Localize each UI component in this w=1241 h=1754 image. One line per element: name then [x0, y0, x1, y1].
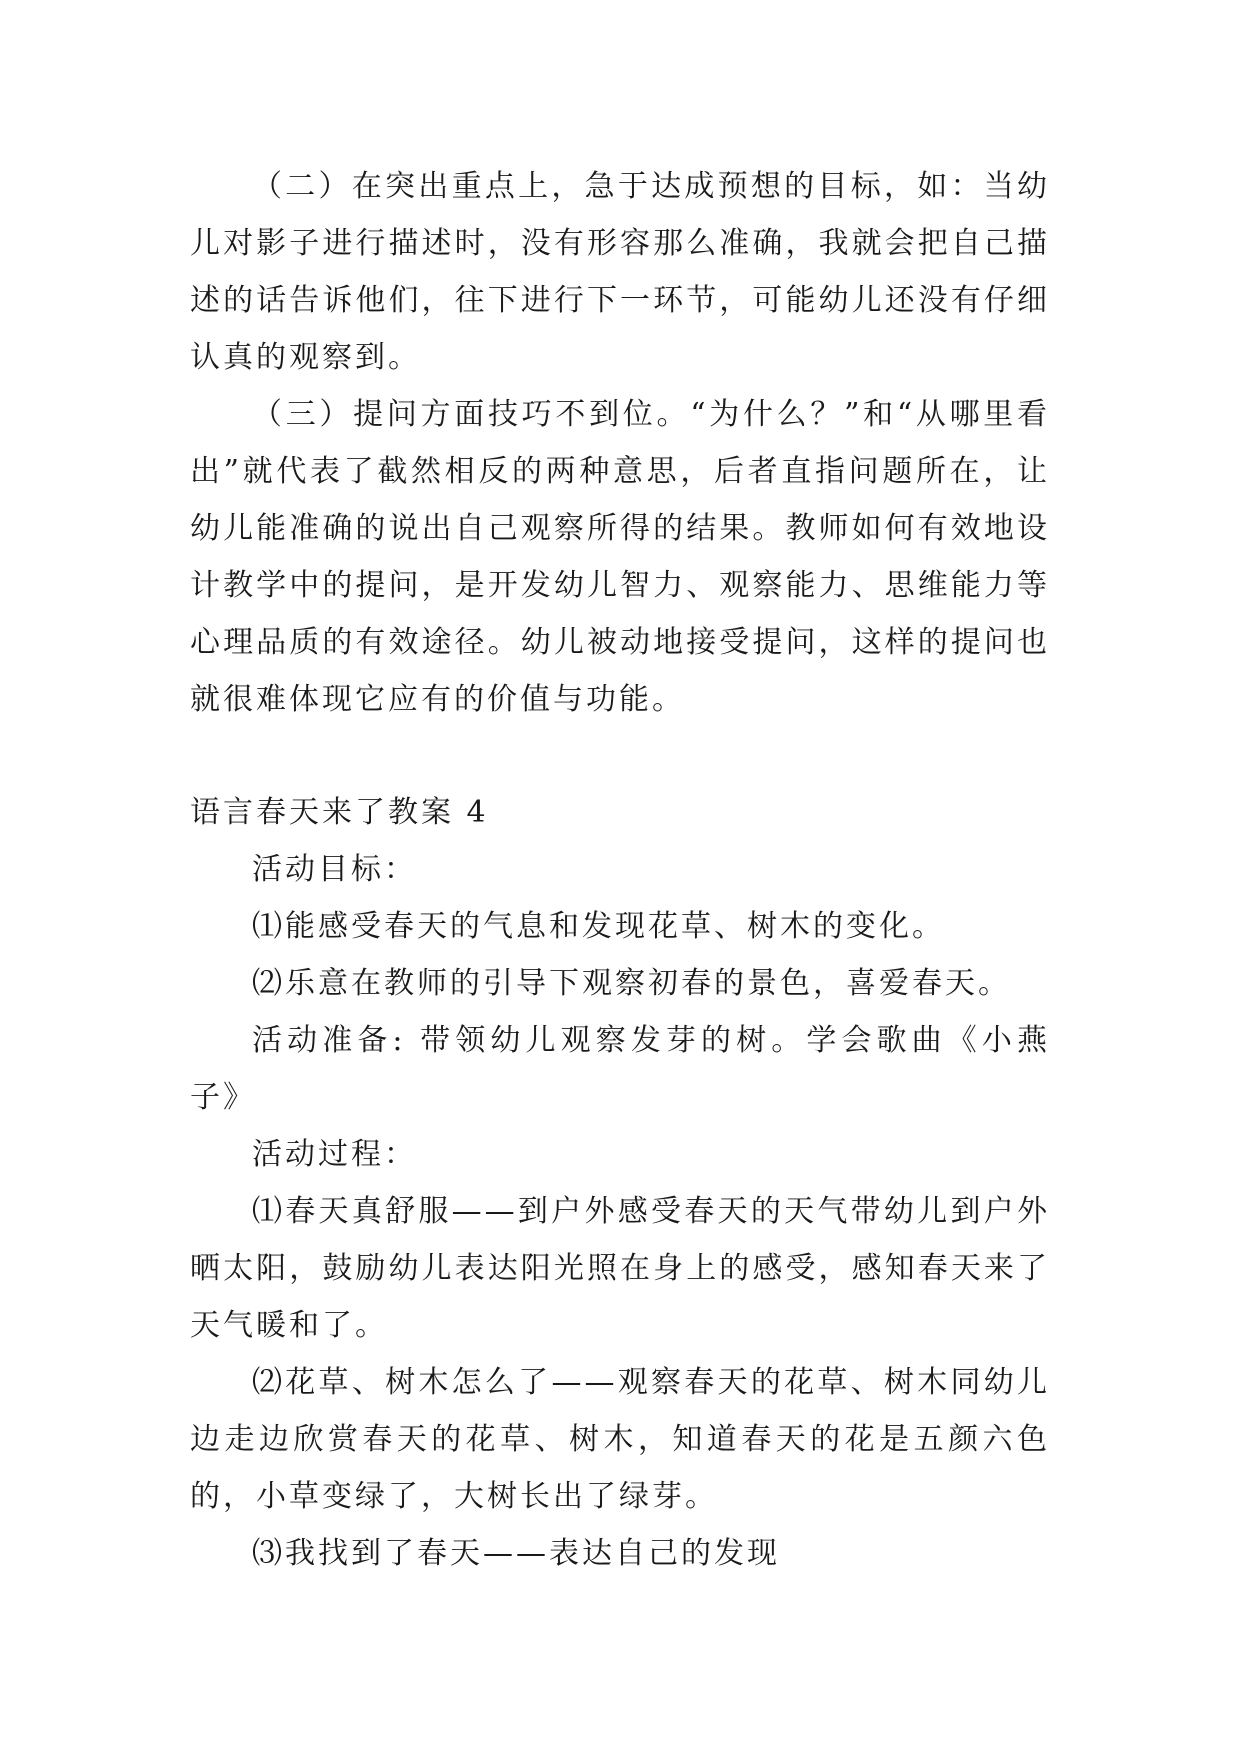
paragraph-point-three: （三）提问方面技巧不到位。“为什么？”和“从哪里看出”就代表了截然相反的两种意思，后者直指问题所在，让幼儿能准确的说出自己观察所得的结果。教师如何有效地设计教学中的提问，是开发幼儿智力、观察能力、思维能力等心理品质的有效途径。幼儿被动地接受提问，这样的提问也就很难体现它应有的价值与功能。 — [190, 397, 1050, 717]
activity-goals-label: 活动目标： — [252, 852, 417, 887]
document-body — [190, 158, 1050, 1582]
process-step: ⑴春天真舒服——到户外感受春天的天气带幼儿到户外晒太阳，鼓励幼儿表达阳光照在身上的感受，感知春天来了天气暖和了。 — [190, 1194, 1050, 1343]
process-step: ⑶我找到了春天——表达自己的发现 — [252, 1536, 780, 1571]
process-step: ⑵花草、树木怎么了——观察春天的花草、树木同幼儿边走边欣赏春天的花草、树木，知道春天的花是五颜六色的，小草变绿了，大树长出了绿芽。 — [190, 1365, 1050, 1514]
paragraph-point-two: （二）在突出重点上，急于达成预想的目标，如：当幼儿对影子进行描述时，没有形容那么准确，我就会把自己描述的话告诉他们，往下进行下一环节，可能幼儿还没有仔细认真的观察到。 — [190, 169, 1050, 375]
activity-process-label: 活动过程： — [252, 1137, 417, 1172]
activity-preparation: 活动准备: 带领幼儿观察发芽的树。学会歌曲《小燕子》 — [190, 1023, 1050, 1115]
section-title: 语言春天来了教案 4 — [190, 795, 489, 830]
goal-item: ⑴能感受春天的气息和发现花草、树木的变化。 — [252, 909, 945, 944]
goal-item: ⑵乐意在教师的引导下观察初春的景色，喜爱春天。 — [252, 966, 1011, 1001]
